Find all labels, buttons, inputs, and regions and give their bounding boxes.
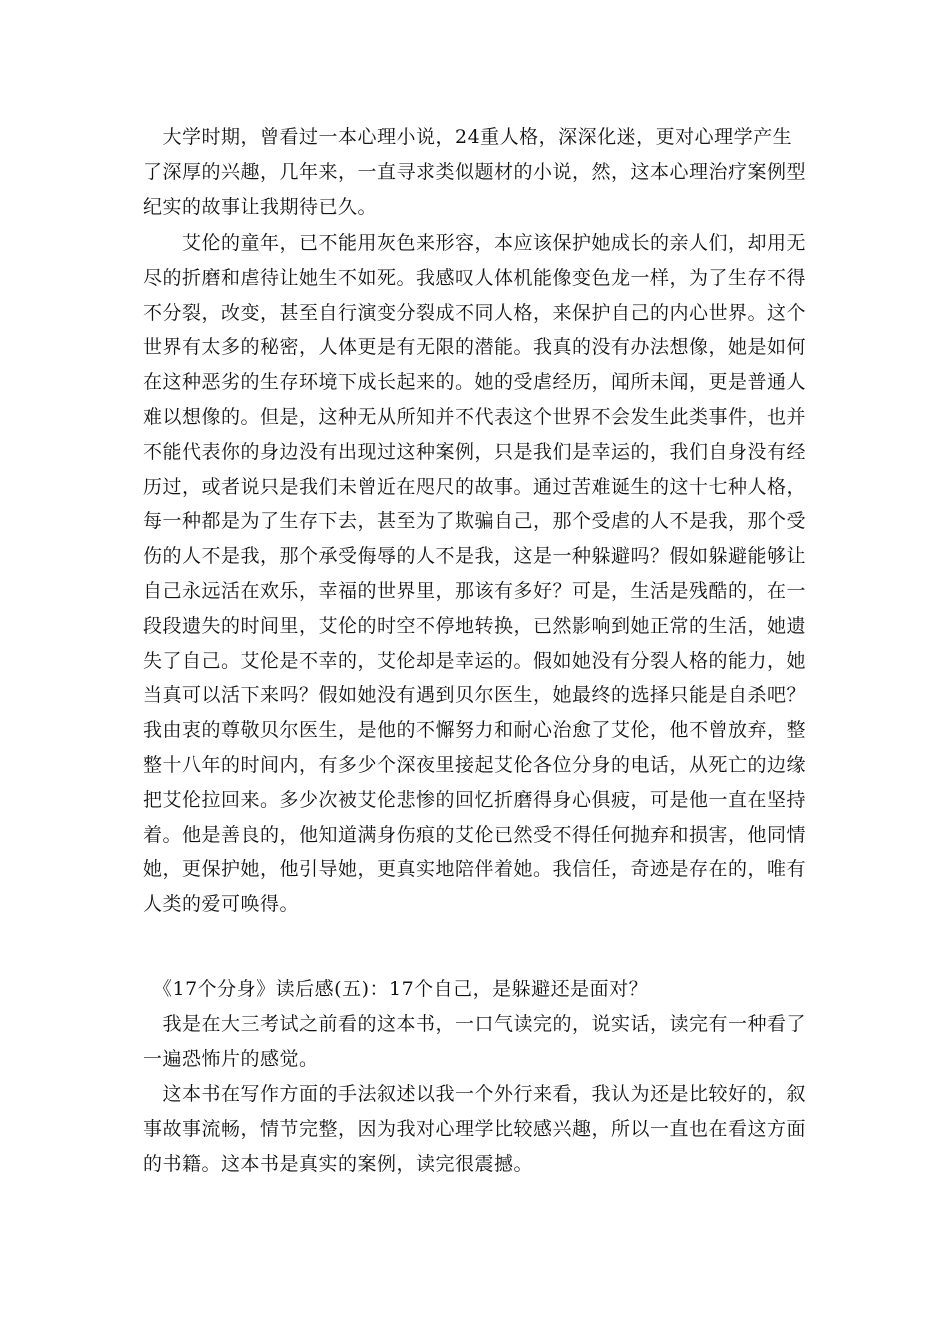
text-line: 人类的爱可唤得。 bbox=[143, 893, 300, 916]
text-line: 段段遗失的时间里，艾伦的时空不停地转换，已然影响到她正常的生活，她遗 bbox=[143, 614, 807, 637]
text-line: 艾伦的童年，已不能用灰色来形容，本应该保护她成长的亲人们，却用无 bbox=[143, 232, 807, 254]
text-line: 着。他是善良的，他知道满身伤痕的艾伦已然受不得任何抛弃和损害，他同情 bbox=[143, 823, 807, 846]
heading-line: 《17个分身》读后感(五)：17个自己，是躲避还是面对？ bbox=[143, 978, 649, 1000]
text-line: 这本书在写作方面的手法叙述以我一个外行来看，我认为还是比较好的，叙 bbox=[143, 1083, 807, 1105]
text-line: 自己永远活在欢乐，幸福的世界里，那该有多好？可是，生活是残酷的，在一 bbox=[143, 579, 807, 602]
text-line: 把艾伦拉回来。多少次被艾伦悲惨的回忆折磨得身心俱疲，可是他一直在坚持 bbox=[143, 788, 807, 811]
text-line: 当真可以活下来吗？假如她没有遇到贝尔医生，她最终的选择只能是自杀吧？ bbox=[143, 684, 807, 707]
text-line: 大学时期，曾看过一本心理小说，24重人格，深深化迷，更对心理学产生 bbox=[143, 126, 793, 148]
text-line: 每一种都是为了生存下去，甚至为了欺骗自己，那个受虐的人不是我，那个受 bbox=[143, 510, 807, 533]
text-line: 在这种恶劣的生存环境下成长起来的。她的受虐经历，闻所未闻，更是普通人 bbox=[143, 371, 807, 394]
text-line: 失了自己。艾伦是不幸的，艾伦却是幸运的。假如她没有分裂人格的能力，她 bbox=[143, 649, 807, 672]
text-line: 整十八年的时间内，有多少个深夜里接起艾伦各位分身的电话，从死亡的边缘 bbox=[143, 753, 807, 776]
section-heading bbox=[143, 972, 809, 1007]
paragraph-intro bbox=[143, 120, 809, 224]
text-line: 伤的人不是我，那个承受侮辱的人不是我，这是一种躲避吗？假如躲避能够让 bbox=[143, 545, 807, 568]
paragraph-review bbox=[143, 226, 809, 957]
text-line: 事故事流畅，情节完整，因为我对心理学比较感兴趣，所以一直也在看这方面 bbox=[143, 1117, 807, 1140]
text-line: 历过，或者说只是我们未曾近在咫尺的故事。通过苦难诞生的这十七种人格， bbox=[143, 475, 807, 498]
paragraph-reading bbox=[143, 1007, 809, 1077]
text-line: 不能代表你的身边没有出现过这种案例，只是我们是幸运的，我们自身没有经 bbox=[143, 440, 807, 463]
text-line: 了深厚的兴趣，几年来，一直寻求类似题材的小说，然，这本心理治疗案例型 bbox=[143, 160, 807, 183]
paragraph-writing bbox=[143, 1077, 809, 1181]
text-line: 世界有太多的秘密，人体更是有无限的潜能。我真的没有办法想像，她是如何 bbox=[143, 336, 807, 359]
text-line: 尽的折磨和虐待让她生不如死。我感叹人体机能像变色龙一样，为了生存不得 bbox=[143, 266, 807, 289]
text-line: 一遍恐怖片的感觉。 bbox=[143, 1047, 319, 1070]
text-line: 的书籍。这本书是真实的案例，读完很震撼。 bbox=[143, 1152, 534, 1175]
text-line: 她，更保护她，他引导她，更真实地陪伴着她。我信任，奇迹是存在的，唯有 bbox=[143, 858, 807, 881]
text-line: 我是在大三考试之前看的这本书，一口气读完的，说实话，读完有一种看了 bbox=[143, 1013, 807, 1035]
text-line: 纪实的故事让我期待已久。 bbox=[143, 195, 378, 218]
text-line: 不分裂，改变，甚至自行演变分裂成不同人格，来保护自己的内心世界。这个 bbox=[143, 301, 807, 324]
text-line: 难以想像的。但是，这种无从所知并不代表这个世界不会发生此类事件，也并 bbox=[143, 405, 807, 428]
text-line: 我由衷的尊敬贝尔医生，是他的不懈努力和耐心治愈了艾伦，他不曾放弃，整 bbox=[143, 719, 807, 742]
text-line bbox=[143, 922, 809, 957]
